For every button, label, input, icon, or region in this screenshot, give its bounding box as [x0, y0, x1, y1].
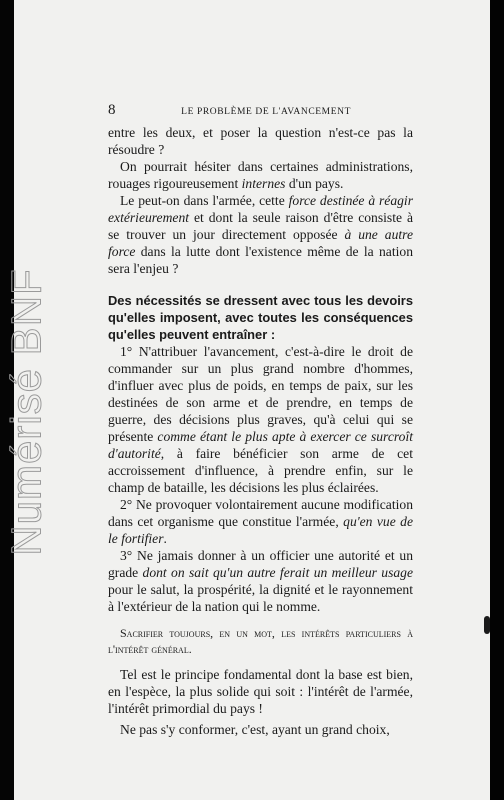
paragraph-text: entre les deux, et poser la question n'est-ce pas la résoudre ?	[108, 125, 413, 157]
italic-text: à une autre force	[108, 227, 413, 259]
italic-text: force destinée à réagir extérieurement	[108, 193, 413, 225]
paragraph-text: , à faire bénéficier son arme de cet accroissement d'influence, à prendre enfin, sur le champ de bataille, les décisions les plus éclairées.	[108, 446, 413, 495]
page-number: 8	[108, 102, 116, 118]
paragraph-text: pour le salut, la prospérité, la dignité et le rayonnement à l'extérieur de la nation qui le nomme.	[108, 582, 413, 614]
paragraph-continuation	[108, 124, 413, 158]
paragraph-principe: Tel est le principe fondamental dont la base est bien, en l'espèce, la plus solide qui soit : l'intérêt de l'armée, l'intérêt primordial du pays !	[108, 667, 413, 716]
paragraph-final: Ne pas s'y conformer, c'est, ayant un grand choix,	[120, 722, 390, 737]
paragraph-text: dans la lutte dont l'existence même de la nation sera l'enjeu ?	[108, 244, 413, 276]
italic-text: internes	[241, 176, 286, 191]
scan-border-right	[490, 0, 504, 800]
paragraph-text: 2° Ne provoquer volontairement aucune modification dans cet organisme que constitue l'armée,	[108, 497, 413, 529]
paragraph-text: et dont la seule raison d'être consiste à se trouver un jour directement opposée	[108, 210, 413, 242]
running-title: LE PROBLÈME DE L'AVANCEMENT	[181, 107, 351, 117]
bnf-watermark	[2, 262, 52, 562]
paragraph-text: Le peut-on dans l'armée, cette	[120, 193, 289, 208]
page-text-block	[108, 102, 413, 738]
italic-text: qu'en vue de le fortifier	[108, 514, 413, 546]
paragraph-text: 3° Ne jamais donner à un officier une autorité et un grade	[108, 548, 413, 580]
paragraph-armee	[108, 192, 413, 277]
summary-line: Sacrifier toujours, en un mot, les intérêts particuliers à l'intérêt général.	[108, 626, 413, 656]
italic-text: dont on sait qu'un autre ferait un meilleur usage	[142, 565, 413, 580]
paragraph-text: On pourrait hésiter dans certaines administrations, rouages rigoureusement	[108, 159, 413, 191]
ink-spot	[484, 616, 490, 634]
paragraph-point-2	[108, 496, 413, 547]
paragraph-point-1	[108, 343, 413, 496]
paragraph-point-3	[108, 547, 413, 615]
section-heading: Des nécessités se dressent avec tous les devoirs qu'elles imposent, avec toutes les conséquences qu'elles peuvent entraîner :	[108, 293, 413, 342]
running-head	[108, 102, 413, 122]
italic-text: comme étant le plus apte à exercer ce surcroît d'autorité	[108, 429, 413, 461]
paragraph-text: d'un pays.	[285, 176, 344, 191]
paragraph-text: .	[163, 531, 167, 546]
watermark-text: Numérisé BNF	[3, 268, 51, 556]
paragraph-administrations	[108, 158, 413, 192]
paragraph-text: 1° N'attribuer l'avancement, c'est-à-dire le droit de commander sur un plus grand nombre d'hommes, d'influer avec plus de poids, en temps de paix, sur les destinées de son arme et de prendre, en temps de guerre, des décisions plus graves, qu'à celui qui se présente	[108, 344, 413, 444]
